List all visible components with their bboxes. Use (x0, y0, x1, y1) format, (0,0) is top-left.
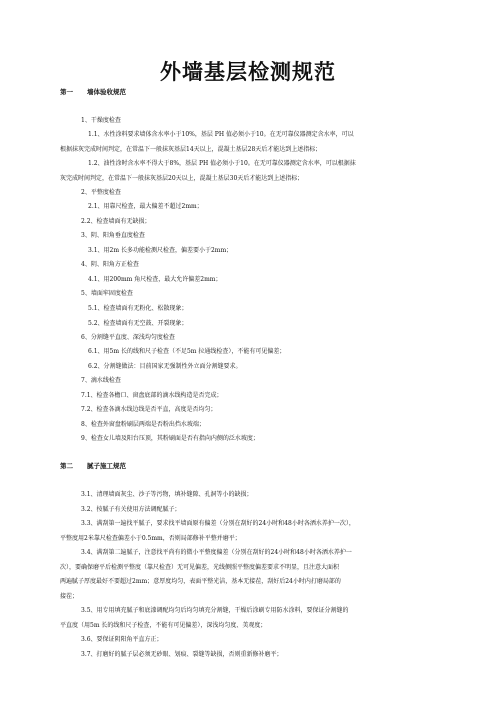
s1-line: 7.2、检查各滴水线边线是否平直，高度是否均匀； (81, 406, 217, 413)
s1-line: 根据抹灰完成时间判定，在常温下一般抹灰基层14天以上，混凝土基层28天后才能达到上述指标； (60, 146, 322, 153)
s2-line: 平整度用2米靠尺检查偏差小于0.5mm，否则局部修补平整并磨平； (60, 535, 241, 542)
s2-line: 接茬； (60, 593, 79, 600)
s1-line: 5.1、检查墙面有无粉化、松散现象； (88, 305, 188, 312)
s1-line: 2.2、检查墙面有无缺损； (81, 218, 151, 225)
section-2-heading (60, 463, 126, 470)
s1-line: 5、墙面牢固度检查 (81, 290, 133, 297)
s1-line: 3.1、用2m 长多功能检测尺检查，偏差要小于2mm； (88, 247, 233, 254)
s1-line: 7.1、检查各檐口、窗盘底部的滴水线构造是否完成； (81, 392, 223, 399)
s1-line: 6.2、分割缝做法：目前国家无强制性外立面分割缝要求。 (88, 363, 242, 370)
s1-line: 6、分割缝平直度、深浅均匀度检查 (81, 334, 175, 341)
section-1-number: 第一 (60, 88, 73, 96)
s1-line: 2.1、用靠尺检查，最大偏差不超过2mm； (88, 203, 203, 210)
section-1-heading (60, 89, 126, 96)
s1-line: 5.2、检查墙面有无空鼓、开裂现象； (88, 320, 188, 327)
section-2-number: 第二 (60, 462, 73, 470)
s2-line: 3.5、用专用填充腻子和底漆调配均匀后均匀填充分割缝，干燥后涂刷专用防水涂料，要保证分割缝的 (81, 607, 349, 614)
s2-line: 3.7、打磨好的腻子层必须无砂眼、划痕、裂缝等缺损，否则重新修补磨平； (81, 651, 283, 658)
s2-line: 平直度（用5m 长的线和尺子检查，不能有可见偏差），深浅均匀度、美观度； (60, 622, 267, 629)
s1-line: 灰完成时间判定，在常温下一般抹灰基层20天以上，混凝土基层30天后才能达到上述指标； (60, 175, 304, 182)
s2-line: 3.3、满刮第一遍找平腻子，要求找平墙面原有偏差（分别在刮好的24小时和48小时各洒水养护一次）， (81, 520, 355, 527)
s2-line: 3.2、按腻子有关使用方法调配腻子； (81, 506, 181, 513)
s1-line: 8、检查外窗盘粉刷层两端是否粉出挡水坡端； (81, 421, 205, 428)
s1-line: 1.1、水性涂料要求墙体含水率小于10%，基层 PH 值必须小于10。在无可靠仪器测定含水率，可以 (88, 131, 354, 138)
s1-line: 7、滴水线检查 (81, 377, 121, 384)
s1-line: 6.1、用5m 长的线和尺子检查（不足5m 拉通线检查），不能有可见偏差； (88, 348, 286, 355)
s2-line: 3.1、清理墙面灰尘、沙子等污物，填补缝隙、孔洞等小的缺损； (81, 491, 253, 498)
s1-line: 2、平整度检查 (81, 189, 121, 196)
s1-line: 1.2、油性涂时含水率不得大于8%，基层 PH 值必须小于10。在无可靠仪器测定含水率，可以根据抹 (88, 160, 356, 167)
document-title: 外墙基层检测规范 (160, 60, 336, 84)
s1-line: 4.1、用200mm 角尺检查，最大允许偏差2mm； (88, 276, 222, 283)
s2-line: 3.4、满刮第二遍腻子，注意找平尚有的微小平整度偏差（分别在刮好的24小时和48小时各洒水养护一 (81, 549, 352, 556)
s1-line: 3、阴、阳角垂直度检查 (81, 232, 145, 239)
s1-line: 1、干燥度检查 (81, 117, 121, 124)
s1-line: 4、阴、阳角方正检查 (81, 261, 139, 268)
s2-line: 3.6、要保证阴阳角平直方正； (81, 636, 163, 643)
section-1-name: 墙体验收规范 (87, 88, 126, 96)
s2-line: 次），要确保磨平后检测平整度（靠尺检查）无可见偏差，光线侧照平整度偏差要求不明显，且注意大面积 (60, 564, 340, 571)
s2-line: 两遍腻子厚度最好不要超过2mm；意厚度均匀，表面平整光洁，基本无接茬，刮好后24小时内打磨局部的 (60, 578, 341, 585)
section-2-name: 腻子施工规范 (87, 462, 126, 470)
s1-line: 9、检查女儿墙及阳台压顶，其粉刷面是否有指向内侧的泛水坡度； (81, 435, 259, 442)
